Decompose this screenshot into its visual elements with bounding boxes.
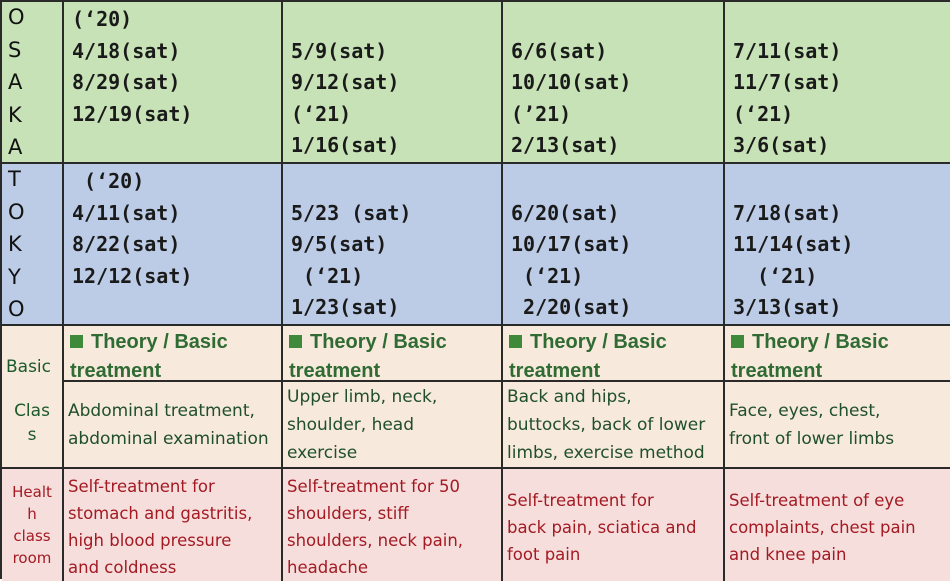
date-line: 7/11(sat): [733, 38, 842, 63]
date-line: 6/6(sat): [511, 38, 608, 63]
osaka-letter: O: [8, 5, 25, 29]
date-line: 7/18(sat): [733, 200, 842, 225]
tokyo-letter: T: [8, 167, 21, 191]
date-line: 8/22(sat): [72, 232, 181, 256]
tokyo-dates-col-3: [503, 164, 725, 326]
date-line: 5/23 (sat): [291, 200, 412, 225]
theory-title: Theory / Basic: [530, 331, 667, 353]
topic-line: Face, eyes, chest,: [729, 400, 881, 421]
date-line: 12/12(sat): [72, 263, 193, 288]
health-topic-line: and knee pain: [729, 544, 847, 564]
osaka-letter: S: [8, 37, 22, 62]
health-label-line: h: [27, 505, 37, 523]
topic-cell: [283, 382, 503, 469]
date-line: 9/5(sat): [291, 232, 388, 256]
tokyo-dates-col-1: [64, 164, 283, 326]
health-topic-line: headache: [287, 558, 368, 577]
date-line: (‘20): [72, 169, 145, 193]
topic-line: limbs, exercise method: [507, 442, 705, 463]
date-line: (’21): [511, 101, 572, 126]
topic-line: Upper limb, neck,: [287, 386, 438, 407]
topic-line: buttocks, back of lower: [507, 414, 706, 435]
osaka-dates-col-1: [64, 2, 283, 164]
date-line: [733, 166, 950, 198]
health-topic-line: back pain, sciatica and: [507, 517, 697, 537]
date-line: [511, 166, 723, 198]
date-line: 10/17(sat): [511, 232, 632, 256]
health-topic-line: complaints, chest pain: [729, 517, 916, 537]
date-line: (‘21): [733, 263, 818, 288]
date-line: 6/20(sat): [511, 200, 620, 225]
osaka-dates-col-4: [725, 2, 950, 164]
health-topic-line: Self-treatment for 50: [287, 477, 461, 496]
health-topic-line: foot pain: [507, 544, 581, 564]
topic-line: shoulder, head: [287, 414, 415, 435]
date-line: 2/13(sat): [511, 133, 620, 157]
osaka-letter: A: [8, 135, 23, 159]
theory-subtitle: treatment: [731, 360, 823, 382]
date-line: (‘21): [511, 263, 584, 288]
date-line: [72, 130, 281, 162]
health-class-label: [2, 469, 64, 581]
date-line: (‘21): [733, 101, 794, 126]
health-topic-line: Self-treatment for: [68, 477, 215, 496]
theory-cell: [64, 326, 283, 382]
health-topic-line: and coldness: [68, 558, 177, 577]
theory-title: Theory / Basic: [91, 331, 228, 353]
date-line: [733, 4, 950, 36]
date-line: 11/7(sat): [733, 70, 842, 94]
basic-label-line: Clas: [14, 400, 50, 421]
health-label-line: Healt: [12, 483, 52, 501]
osaka-letter: A: [8, 70, 23, 94]
health-topic-line: shoulders, stiff: [287, 504, 409, 523]
date-line: 1/23(sat): [291, 295, 400, 319]
osaka-dates-col-2: [283, 2, 503, 164]
theory-subtitle: treatment: [289, 360, 381, 382]
tokyo-letter: O: [8, 297, 25, 321]
health-label-line: class: [13, 527, 51, 545]
health-label-line: room: [12, 549, 52, 567]
date-line: [291, 166, 501, 198]
date-line: (‘21): [291, 101, 352, 126]
date-line: 9/12(sat): [291, 70, 400, 94]
date-line: 10/10(sat): [511, 70, 632, 94]
date-line: 4/11(sat): [72, 200, 181, 225]
topic-line: abdominal examination: [68, 428, 269, 449]
date-line: 11/14(sat): [733, 232, 854, 256]
tokyo-dates-col-4: [725, 164, 950, 326]
theory-cell: [283, 326, 503, 382]
topic-cell: [725, 382, 950, 469]
tokyo-label: [2, 164, 64, 326]
health-topic-cell: [725, 469, 950, 581]
tokyo-letter: O: [8, 199, 25, 224]
basic-label-line: s: [27, 424, 37, 445]
health-topic-cell: [283, 469, 503, 581]
health-topic-line: Self-treatment for: [507, 490, 654, 510]
health-topic-line: stomach and gastritis,: [68, 504, 253, 523]
health-topic-line: Self-treatment of eye: [729, 490, 905, 510]
tokyo-letter: K: [8, 232, 22, 256]
topic-line: exercise: [287, 442, 358, 463]
date-line: 4/18(sat): [72, 38, 181, 63]
theory-cell: [503, 326, 725, 382]
green-square-icon: [70, 335, 83, 348]
date-line: 8/29(sat): [72, 70, 181, 94]
theory-subtitle: treatment: [509, 360, 601, 382]
green-square-icon: [289, 335, 302, 348]
health-topic-cell: [503, 469, 725, 581]
osaka-letter: K: [8, 102, 22, 127]
topic-line: Back and hips,: [507, 386, 632, 407]
basic-class-label: [2, 326, 64, 469]
green-square-icon: [509, 335, 522, 348]
theory-title: Theory / Basic: [752, 331, 889, 353]
date-line: 2/20(sat): [511, 295, 632, 319]
basic-label-line: Basic: [6, 356, 52, 377]
date-line: 12/19(sat): [72, 101, 193, 126]
date-line: [291, 4, 501, 36]
green-square-icon: [731, 335, 744, 348]
date-line: 3/13(sat): [733, 295, 842, 319]
theory-title: Theory / Basic: [310, 331, 447, 353]
topic-cell: [503, 382, 725, 469]
osaka-dates-col-3: [503, 2, 725, 164]
tokyo-dates-col-2: [283, 164, 503, 326]
topic-cell: [64, 382, 283, 469]
date-line: [511, 4, 723, 36]
date-line: 1/16(sat): [291, 133, 400, 157]
tokyo-letter: Y: [8, 264, 21, 289]
osaka-label: [2, 2, 64, 164]
topic-line: front of lower limbs: [729, 428, 895, 449]
health-topic-cell: [64, 469, 283, 581]
topic-line: Abdominal treatment,: [68, 400, 255, 421]
health-topic-line: high blood pressure: [68, 531, 232, 550]
date-line: 5/9(sat): [291, 38, 388, 63]
health-topic-line: shoulders, neck pain,: [287, 531, 464, 550]
theory-subtitle: treatment: [70, 360, 162, 382]
date-line: 3/6(sat): [733, 133, 830, 157]
date-line: [72, 292, 281, 324]
date-line: (‘21): [291, 263, 364, 288]
theory-cell: [725, 326, 950, 382]
date-line: (‘20): [72, 7, 133, 31]
